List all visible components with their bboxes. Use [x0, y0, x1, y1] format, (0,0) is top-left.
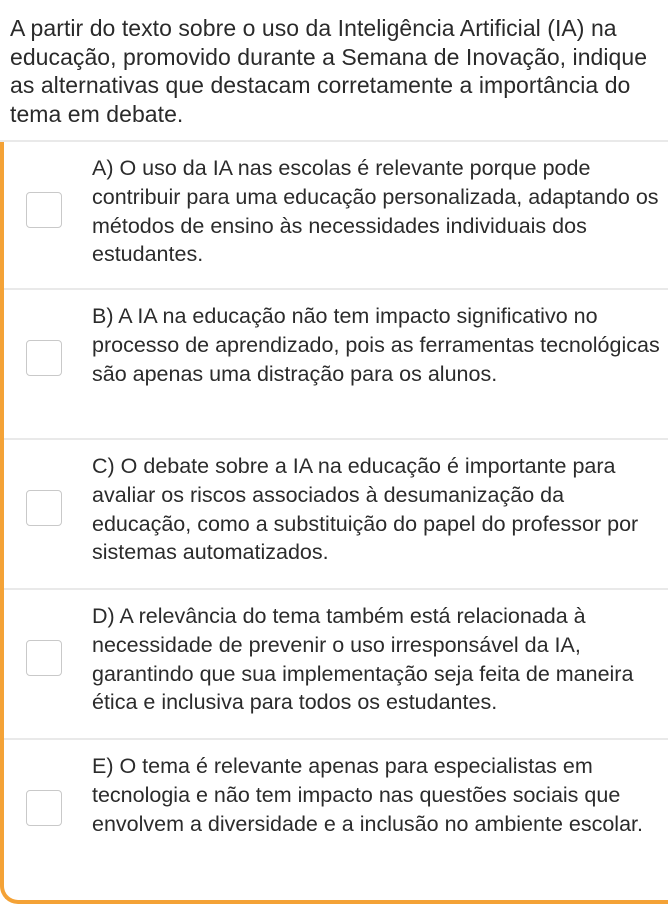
option-e-checkbox[interactable]	[26, 790, 62, 826]
answer-options-list	[0, 142, 668, 904]
option-d-checkbox[interactable]	[26, 640, 62, 676]
option-d[interactable]	[4, 590, 668, 740]
option-e-label: E) O tema é relevante apenas para especialistas em tecnologia e não tem impacto nas questões sociais que envolvem a diversidade e a inclusão no ambiente escolar.	[92, 754, 643, 836]
option-b-label: B) A IA na educação não tem impacto significativo no processo de aprendizado, pois as ferramentas tecnológicas são apenas uma distração para os alunos.	[92, 304, 660, 386]
option-d-label: D) A relevância do tema também está relacionada à necessidade de prevenir o uso irresponsável da IA, garantindo que sua implementação seja feita de maneira ética e inclusiva para todos os estudantes.	[92, 604, 634, 715]
question-text: A partir do texto sobre o uso da Inteligência Artificial (IA) na educação, promovido durante a Semana de Inovação, indique as alternativas que destacam corretamente a importância do tema em debate.	[10, 15, 648, 127]
option-a[interactable]	[4, 142, 668, 290]
option-c-label: C) O debate sobre a IA na educação é importante para avaliar os riscos associados à desumanização da educação, como a substituição do papel do professor por sistemas automatizados.	[92, 454, 639, 565]
option-a-checkbox[interactable]	[26, 192, 62, 228]
option-b[interactable]	[4, 290, 668, 440]
option-e[interactable]	[4, 740, 668, 900]
question-prompt	[0, 0, 668, 140]
option-c-checkbox[interactable]	[26, 490, 62, 526]
option-c[interactable]	[4, 440, 668, 590]
option-b-checkbox[interactable]	[26, 340, 62, 376]
option-a-label: A) O uso da IA nas escolas é relevante porque pode contribuir para uma educação personalizada, adaptando os métodos de ensino às necessidades individuais dos estudantes.	[92, 156, 659, 267]
